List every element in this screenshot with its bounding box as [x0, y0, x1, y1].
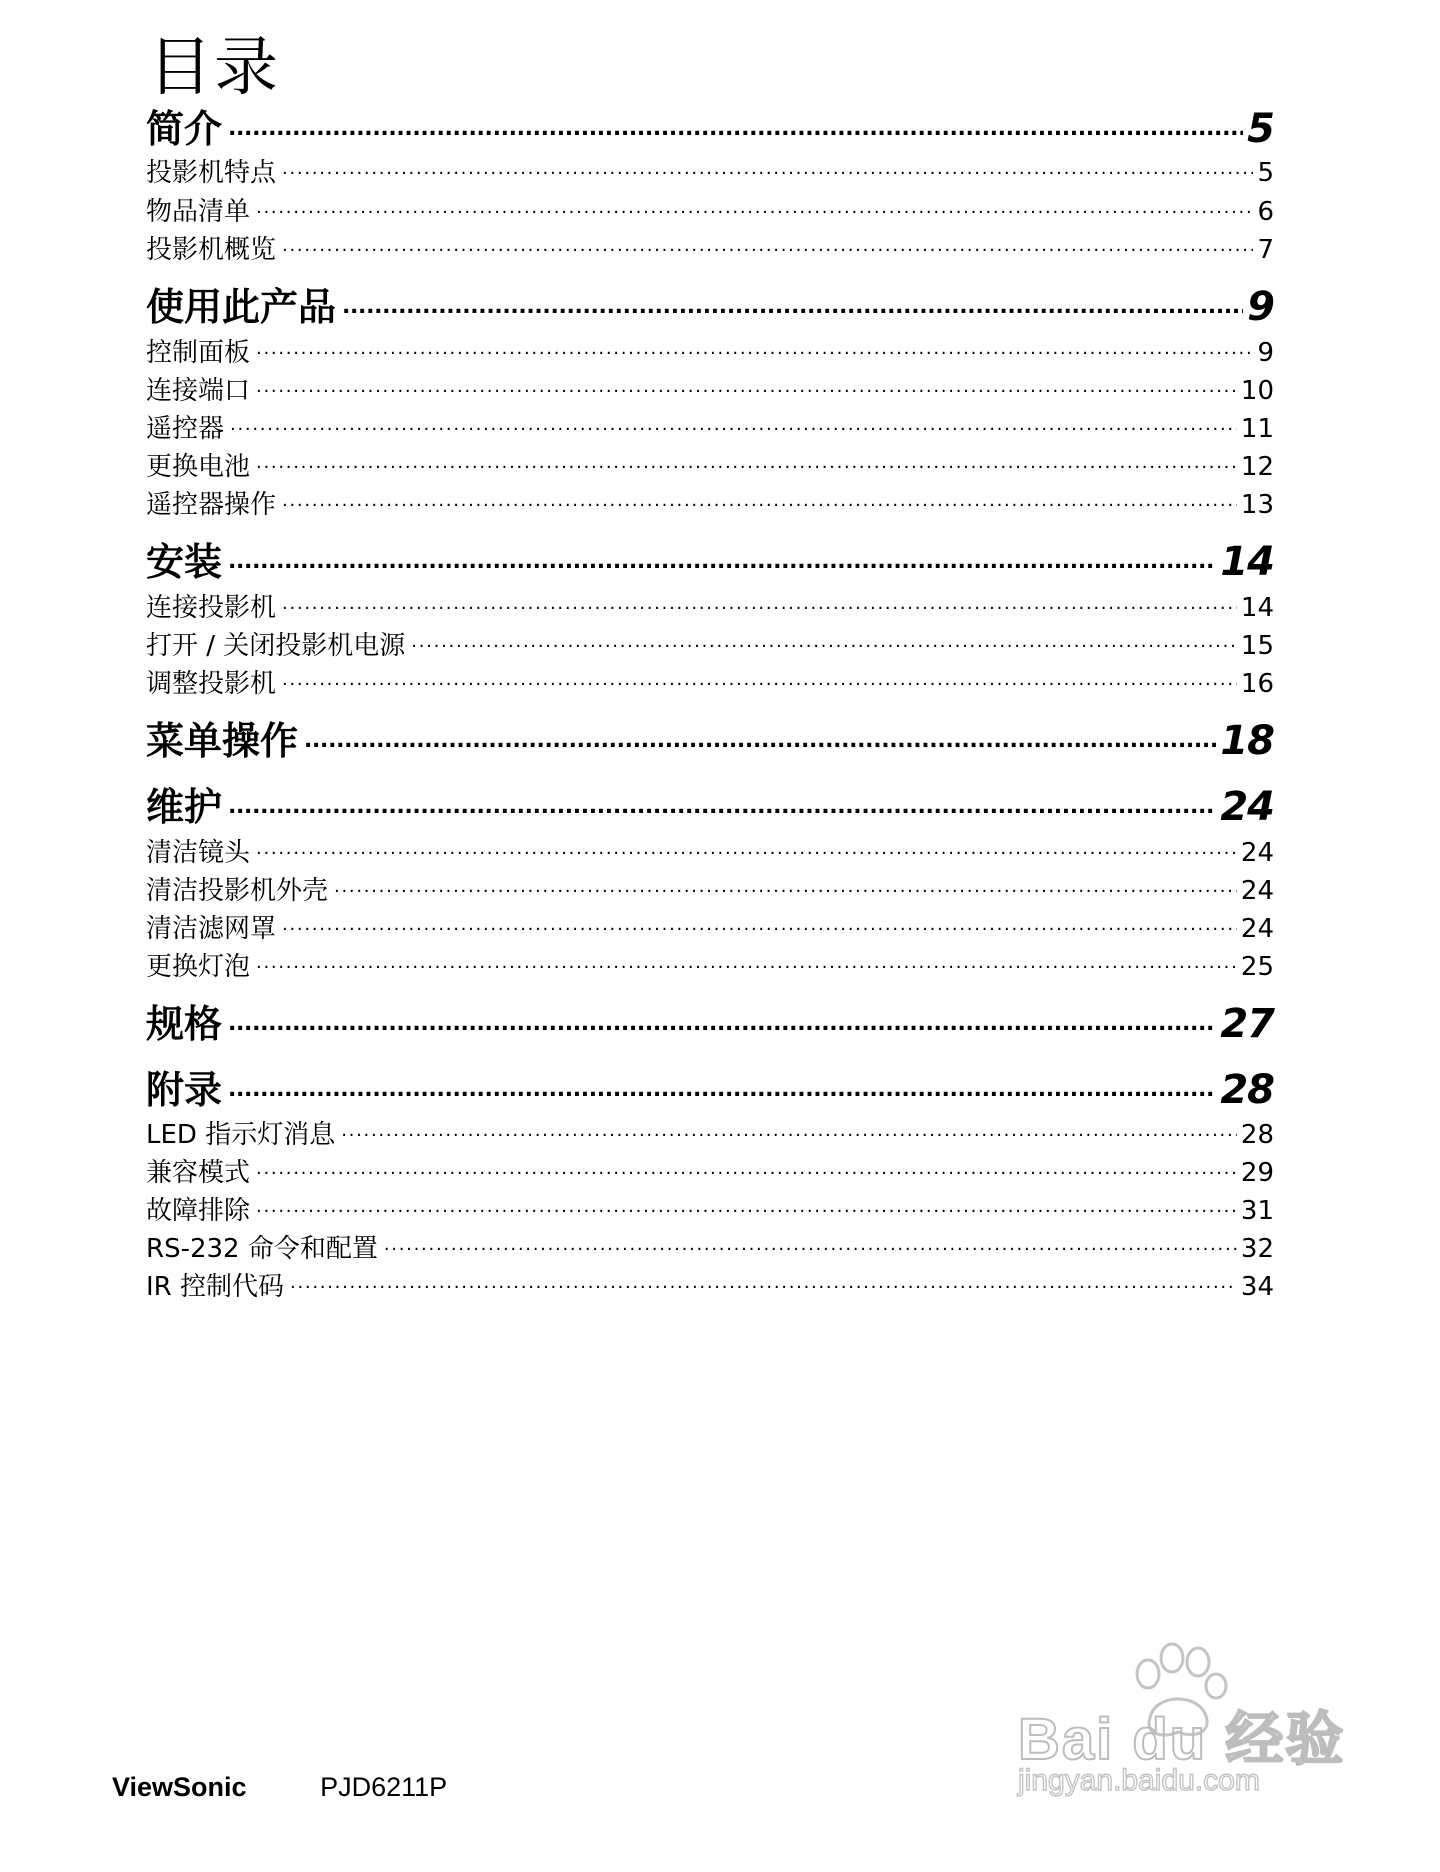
toc-leader: [228, 537, 1216, 575]
toc-page-number: 18: [1220, 718, 1274, 764]
toc-page-number: 9: [1257, 338, 1274, 368]
toc-section-using-product[interactable]: [146, 276, 1274, 330]
toc-page-number: 24: [1240, 838, 1274, 868]
toc-item[interactable]: [146, 484, 1274, 518]
footer-brand: ViewSonic: [112, 1772, 247, 1802]
toc-leader: [256, 949, 1237, 975]
watermark-url: jingyan.baidu.com: [1018, 1764, 1260, 1797]
toc-label: 清洁投影机外壳: [146, 876, 329, 906]
toc-page-number: 24: [1220, 784, 1274, 830]
toc-page-number: 34: [1240, 1272, 1274, 1302]
toc-page-number: 13: [1240, 490, 1274, 520]
toc-leader: [290, 1269, 1237, 1295]
watermark: [1012, 1638, 1352, 1818]
toc-leader: [230, 411, 1237, 437]
toc-label: 投影机特点: [146, 158, 277, 188]
watermark-brand: Bai du 经验: [1018, 1707, 1346, 1772]
toc-leader: [282, 232, 1253, 258]
toc-label: 遥控器: [146, 414, 225, 444]
toc-page-number: 32: [1240, 1234, 1274, 1264]
toc-item[interactable]: [146, 1228, 1274, 1262]
toc-section-intro[interactable]: [146, 98, 1274, 152]
toc-leader: [334, 873, 1237, 899]
toc-page-number: 24: [1240, 876, 1274, 906]
toc-page-number: 15: [1240, 631, 1274, 661]
toc-section-installation[interactable]: [146, 531, 1274, 585]
toc-leader: [282, 590, 1237, 616]
toc-label: 清洁镜头: [146, 838, 251, 868]
toc-item[interactable]: [146, 229, 1274, 263]
toc-label: 维护: [146, 785, 223, 829]
toc-page-number: 28: [1220, 1067, 1274, 1113]
toc-leader: [384, 1231, 1237, 1257]
toc-label: 更换灯泡: [146, 952, 251, 982]
toc-item[interactable]: [146, 370, 1274, 404]
toc-leader: [342, 282, 1243, 320]
toc-item[interactable]: [146, 332, 1274, 366]
toc-leader: [256, 373, 1237, 399]
toc-page-number: 16: [1240, 669, 1274, 699]
page-footer: [112, 1772, 447, 1803]
toc-label: 物品清单: [146, 197, 251, 227]
toc-label: 调整投影机: [146, 669, 277, 699]
toc-item[interactable]: [146, 832, 1274, 866]
toc-label: 安装: [146, 540, 223, 584]
toc-page-number: 5: [1247, 106, 1274, 152]
toc-page-number: 7: [1257, 235, 1274, 265]
toc-label: RS-232 命令和配置: [146, 1234, 378, 1264]
toc-page-number: 28: [1240, 1120, 1274, 1150]
toc-label: 菜单操作: [146, 719, 299, 763]
toc-label: 使用此产品: [146, 285, 337, 329]
toc-item[interactable]: [146, 625, 1274, 659]
toc-leader: [341, 1117, 1237, 1143]
toc-item[interactable]: [146, 870, 1274, 904]
toc-item[interactable]: [146, 663, 1274, 697]
toc-leader: [256, 1193, 1237, 1219]
toc-leader: [256, 1155, 1237, 1181]
toc-label: IR 控制代码: [146, 1272, 284, 1302]
toc-page-number: 25: [1240, 952, 1274, 982]
toc-leader: [228, 104, 1243, 142]
toc-label: 更换电池: [146, 452, 251, 482]
toc-item[interactable]: [146, 1190, 1274, 1224]
toc-page-number: 12: [1240, 452, 1274, 482]
toc-page-number: 9: [1247, 284, 1274, 330]
toc-section-specifications[interactable]: [146, 993, 1274, 1047]
toc-label: 投影机概览: [146, 235, 277, 265]
toc-leader: [282, 487, 1237, 513]
toc-section-maintenance[interactable]: [146, 776, 1274, 830]
toc-page-number: 31: [1240, 1196, 1274, 1226]
toc-item[interactable]: [146, 191, 1274, 225]
toc-leader: [256, 449, 1237, 475]
toc-page-number: 6: [1257, 197, 1274, 227]
toc-item[interactable]: [146, 587, 1274, 621]
toc-label: 控制面板: [146, 338, 251, 368]
toc-label: 连接端口: [146, 376, 251, 406]
toc-label: 打开 / 关闭投影机电源: [146, 631, 406, 661]
toc-page-number: 11: [1240, 414, 1274, 444]
toc-leader: [282, 911, 1237, 937]
toc-item[interactable]: [146, 946, 1274, 980]
toc-page-number: 5: [1257, 158, 1274, 188]
toc-label: 故障排除: [146, 1196, 251, 1226]
toc-leader: [282, 155, 1253, 181]
toc-leader: [228, 999, 1216, 1037]
toc-leader: [304, 716, 1216, 754]
toc-label: 简介: [146, 107, 223, 151]
toc-item[interactable]: [146, 1266, 1274, 1300]
toc-label: LED 指示灯消息: [146, 1120, 336, 1150]
toc-leader: [228, 1065, 1216, 1103]
toc-leader: [228, 782, 1216, 820]
toc-label: 连接投影机: [146, 593, 277, 623]
toc-page-number: 14: [1220, 539, 1274, 585]
toc-item[interactable]: [146, 408, 1274, 442]
toc-item[interactable]: [146, 908, 1274, 942]
toc-label: 兼容模式: [146, 1158, 251, 1188]
toc-item[interactable]: [146, 152, 1274, 186]
toc-leader: [411, 628, 1237, 654]
toc-page-number: 14: [1240, 593, 1274, 623]
toc-leader: [256, 335, 1253, 361]
toc-page-number: 27: [1220, 1001, 1274, 1047]
footer-model: PJD6211P: [320, 1772, 448, 1802]
toc-page-number: 24: [1240, 914, 1274, 944]
toc-page-number: 29: [1240, 1158, 1274, 1188]
toc-item[interactable]: [146, 1152, 1274, 1186]
toc-item[interactable]: [146, 1114, 1274, 1148]
toc-label: 规格: [146, 1002, 223, 1046]
toc-leader: [282, 666, 1237, 692]
toc-label: 遥控器操作: [146, 490, 277, 520]
toc-leader: [256, 194, 1253, 220]
toc-label: 清洁滤网罩: [146, 914, 277, 944]
toc-page-number: 10: [1240, 376, 1274, 406]
toc-section-appendix[interactable]: [146, 1059, 1274, 1113]
page-title: 目录: [148, 31, 280, 105]
toc-leader: [256, 835, 1237, 861]
toc-section-menu-operation[interactable]: [146, 710, 1274, 764]
toc-label: 附录: [146, 1068, 223, 1112]
toc-item[interactable]: [146, 446, 1274, 480]
